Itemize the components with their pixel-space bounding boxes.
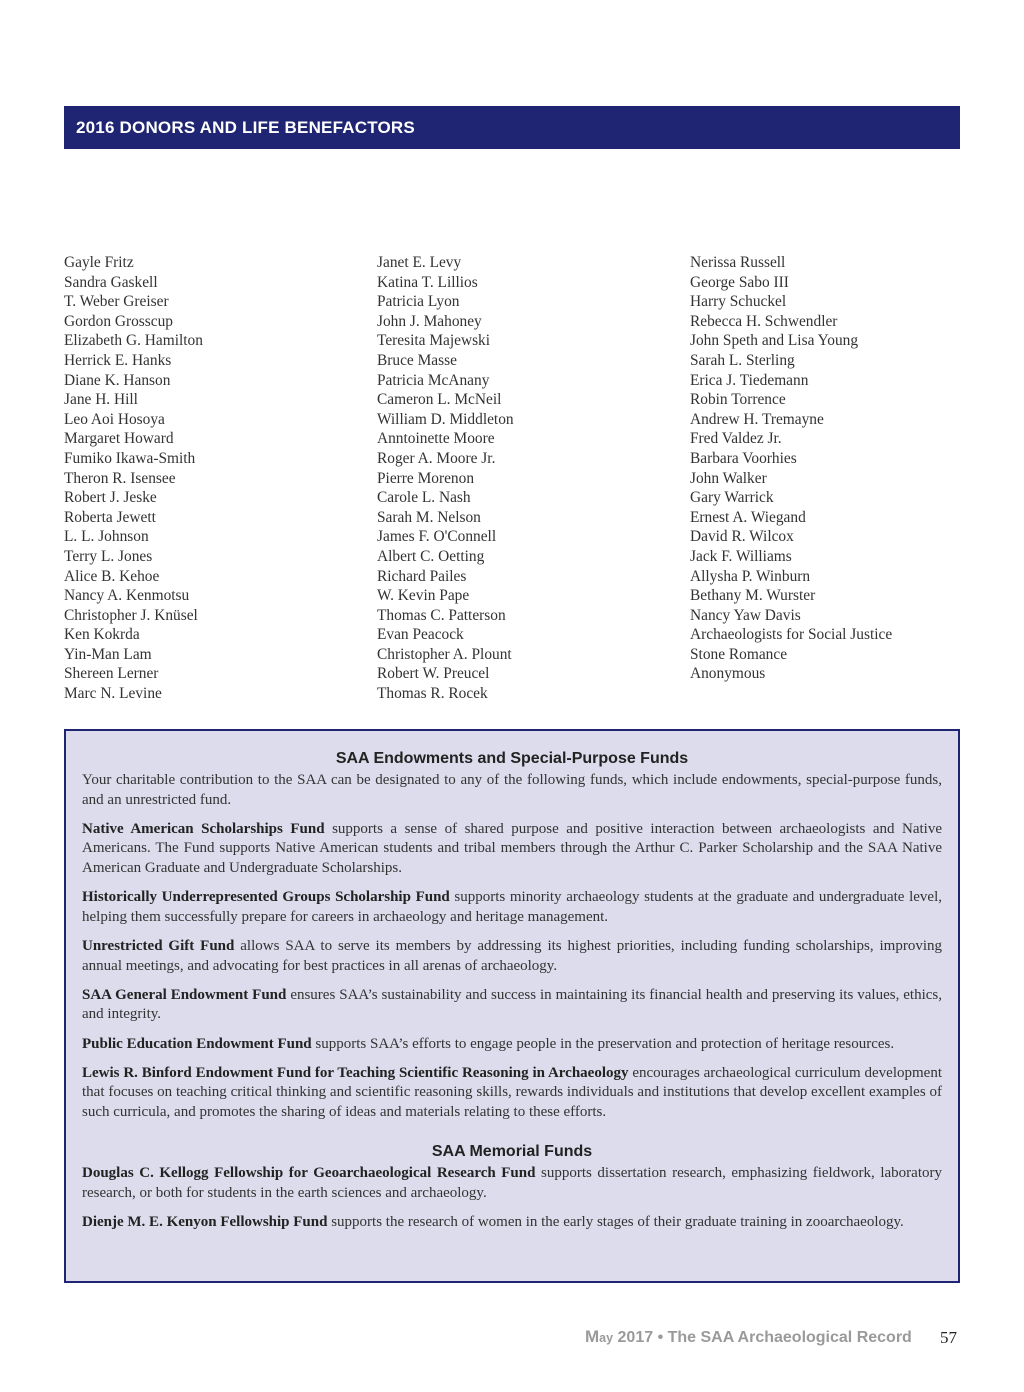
fund-entry [82, 888, 942, 927]
donor-name: Thomas R. Rocek [377, 685, 488, 703]
donor-name: Robert W. Preucel [377, 665, 490, 683]
footer-month-rest: ay [599, 1331, 614, 1345]
donor-name: George Sabo III [690, 273, 789, 291]
endowments-heading: SAA Endowments and Special-Purpose Funds [335, 750, 689, 767]
fund-name: Douglas C. Kellogg Fellowship for Geoarchaeological Research Fund [82, 1165, 536, 1182]
donor-name: Sarah L. Sterling [690, 351, 795, 369]
funds-info-box [64, 729, 960, 1283]
donor-name: Patricia Lyon [377, 293, 460, 311]
funds-intro: Your charitable contribution to the SAA can be designated to any of the following funds, which include endowments, special-purpose funds, and an unrestricted fund. [82, 772, 942, 808]
donor-name: Fred Valdez Jr. [690, 430, 782, 448]
fund-entry [82, 820, 942, 879]
donor-name: Roger A. Moore Jr. [377, 449, 496, 467]
donor-name: Shereen Lerner [64, 665, 159, 683]
fund-entry [82, 1213, 942, 1233]
donor-name: Anonymous [690, 665, 766, 683]
fund-name: Public Education Endowment Fund [82, 1035, 312, 1052]
donor-name: Marc N. Levine [64, 685, 162, 703]
page-number: 57 [940, 1328, 957, 1347]
fund-description: supports the research of women in the early stages of their graduate training in zooarchaeology. [331, 1214, 904, 1231]
donor-name: L. L. Johnson [64, 528, 149, 546]
fund-description: encourages archaeological curriculum development that focuses on teaching critical thinking and scientific reasoning skills, rewards individuals and institutions that develop excellent examples of such curricula, and promotes the sharing of ideas and materials relating to these efforts. [82, 1064, 942, 1120]
donor-name: John Walker [690, 469, 767, 487]
fund-entry [82, 937, 942, 976]
donor-name: Thomas C. Patterson [377, 606, 506, 624]
donor-name: Elizabeth G. Hamilton [64, 332, 203, 350]
donor-name: Christopher J. Knüsel [64, 606, 198, 624]
donor-name: Rebecca H. Schwendler [690, 312, 838, 330]
fund-entry [82, 1035, 942, 1055]
donor-name: Roberta Jewett [64, 508, 156, 526]
fund-name: Lewis R. Binford Endowment Fund for Teaching Scientific Reasoning in Archaeology [82, 1064, 629, 1081]
donor-name: Margaret Howard [64, 430, 174, 448]
donor-name: Barbara Voorhies [690, 449, 797, 467]
fund-description: supports SAA’s efforts to engage people in the preservation and protection of heritage resources. [315, 1035, 895, 1052]
donor-name: Robin Torrence [690, 391, 786, 409]
fund-entry [82, 1064, 942, 1123]
donor-name: Jack F. Williams [690, 547, 792, 565]
donor-name: Richard Pailes [377, 567, 467, 585]
donor-name: Bethany M. Wurster [690, 587, 816, 605]
fund-name: Unrestricted Gift Fund [82, 937, 235, 954]
donor-name: Erica J. Tiedemann [690, 371, 809, 389]
donor-name: Evan Peacock [377, 626, 464, 644]
memorial-heading: SAA Memorial Funds [431, 1143, 593, 1161]
donor-name: Allysha P. Winburn [690, 567, 811, 585]
donor-list-column-3 [690, 253, 892, 684]
donor-name: Ken Kokrda [64, 626, 140, 644]
donor-name: Nancy Yaw Davis [690, 606, 801, 624]
memorial-fund-list [82, 1164, 942, 1232]
donor-name: William D. Middleton [377, 410, 514, 428]
fund-name: SAA General Endowment Fund [82, 986, 287, 1003]
donor-name: James F. O'Connell [377, 528, 497, 546]
donor-name: David R. Wilcox [690, 528, 794, 546]
donor-name: Albert C. Oetting [377, 547, 485, 565]
donor-name: Stone Romance [690, 645, 788, 663]
donor-name: Fumiko Ikawa-Smith [64, 449, 196, 467]
fund-description: supports minority archaeology students at the graduate and undergraduate level, helping them successfully prepare for careers in archaeology and heritage management. [82, 889, 942, 925]
footer-title: 2017 • The SAA Archaeological Record [613, 1329, 912, 1346]
donor-name: Leo Aoi Hosoya [64, 410, 165, 428]
donor-name: Bruce Masse [377, 351, 457, 369]
donor-name: Katina T. Lillios [377, 273, 478, 291]
donor-name: Archaeologists for Social Justice [690, 626, 893, 644]
journal-footer [585, 1327, 912, 1347]
fund-description: supports dissertation research, emphasizing fieldwork, laboratory research, or both for students in the earth sciences and archaeology. [82, 1165, 943, 1202]
donor-name: Jane H. Hill [64, 391, 138, 409]
donor-name: Gordon Grosscup [64, 312, 174, 330]
donor-name: Robert J. Jeske [64, 489, 157, 507]
donor-name: Gary Warrick [690, 489, 774, 507]
donor-name: Diane K. Hanson [64, 371, 171, 389]
donor-name: Andrew H. Tremayne [690, 410, 824, 428]
donor-name: Nancy A. Kenmotsu [64, 587, 190, 605]
donor-name: Yin-Man Lam [64, 645, 152, 663]
donor-name: Carole L. Nash [377, 489, 471, 507]
footer-month-initial: M [585, 1327, 600, 1346]
donor-name: Ernest A. Wiegand [690, 508, 806, 526]
donor-name: T. Weber Greiser [64, 293, 169, 311]
donor-list-column-1 [64, 253, 203, 704]
fund-entry [82, 1164, 942, 1203]
donor-name: W. Kevin Pape [377, 587, 470, 605]
donor-name: Sandra Gaskell [64, 273, 158, 291]
fund-description: allows SAA to serve its members by addressing its highest priorities, including funding scholarships, improving annual meetings, and advocating for best practices in all arenas of archaeology. [82, 937, 943, 974]
donor-name: Sarah M. Nelson [377, 508, 481, 526]
donor-name: John Speth and Lisa Young [690, 332, 859, 350]
donor-name: Terry L. Jones [64, 547, 153, 565]
fund-entry [82, 986, 942, 1025]
fund-description: supports a sense of shared purpose and positive interaction between archaeologists and Native Americans. The Fund supports Native American students and tribal members through the Arthur C. Parker Scholarship and the SAA Native American Graduate and Undergraduate Scholarships. [82, 820, 942, 876]
fund-description: ensures SAA’s sustainability and success in maintaining its financial health and preserving its values, ethics, and integrity. [82, 986, 942, 1023]
endowment-fund-list [82, 820, 942, 1123]
donor-name: Gayle Fritz [64, 254, 134, 271]
fund-name: Historically Underrepresented Groups Scholarship Fund [82, 889, 450, 906]
donor-name: Patricia McAnany [377, 371, 490, 389]
section-header-bar [64, 106, 960, 149]
donor-name: Janet E. Levy [377, 254, 462, 271]
donor-name: Nerissa Russell [690, 254, 786, 271]
donor-name: Anntoinette Moore [377, 430, 495, 448]
donor-name: Theron R. Isensee [64, 469, 176, 487]
fund-name: Dienje M. E. Kenyon Fellowship Fund [82, 1214, 328, 1231]
donor-list-column-2 [377, 253, 514, 704]
fund-name: Native American Scholarships Fund [82, 820, 325, 837]
donor-name: Teresita Majewski [377, 332, 491, 350]
donor-name: Pierre Morenon [377, 469, 475, 487]
donor-name: Alice B. Kehoe [64, 567, 160, 585]
donor-name: Harry Schuckel [690, 293, 787, 311]
donor-name: Christopher A. Plount [377, 645, 512, 663]
section-title: 2016 DONORS AND LIFE BENEFACTORS [76, 117, 415, 137]
donor-name: Herrick E. Hanks [64, 351, 172, 369]
donor-name: John J. Mahoney [377, 312, 482, 330]
donor-name: Cameron L. McNeil [377, 391, 502, 409]
